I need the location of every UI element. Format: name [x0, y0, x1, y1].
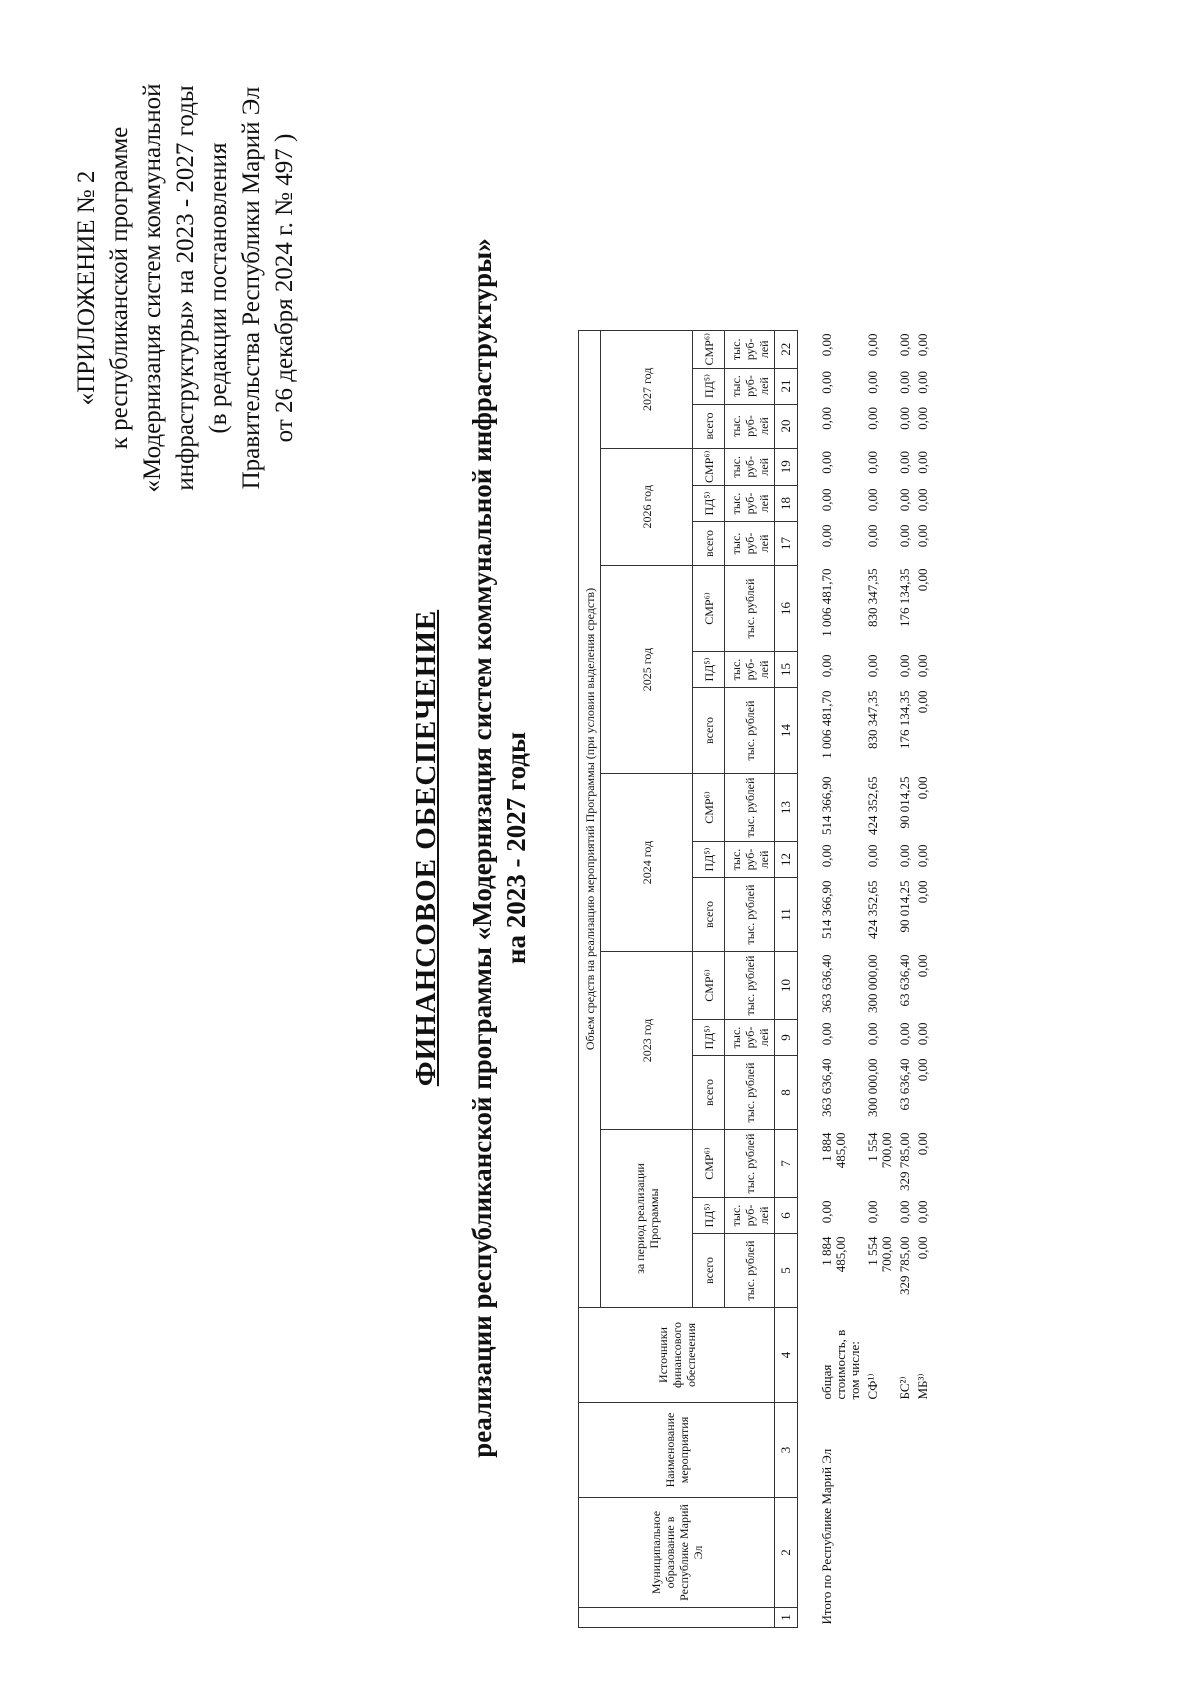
row-label-empty — [864, 1403, 896, 1628]
column-number: 2 — [775, 1498, 798, 1608]
column-number: 11 — [775, 878, 798, 952]
header-total: всего — [693, 522, 725, 566]
value-cell: 329 785,00 — [897, 1132, 912, 1191]
header-smr: СМР⁶⁾ — [693, 1130, 725, 1198]
value-cell: 0,00 — [897, 654, 912, 678]
column-number: 17 — [775, 522, 798, 566]
appendix-block — [70, 68, 301, 508]
value-cell: 0,00 — [915, 654, 930, 678]
unit-cell: тыс. рублей — [725, 566, 775, 652]
value-cell: 0,00 — [865, 333, 880, 357]
value-cell: 0,00 — [915, 524, 930, 548]
unit-cell: тыс. руб- лей — [725, 368, 775, 404]
table-row — [864, 331, 896, 1628]
value-cell: 0,00 — [915, 371, 930, 394]
column-number: 14 — [775, 688, 798, 774]
unit-cell: тыс. руб- лей — [725, 842, 775, 878]
row-label: Итого по Республике Марий Эл — [819, 1448, 834, 1625]
value-cell: 1 006 481,70 — [819, 568, 834, 637]
column-number: 16 — [775, 566, 798, 652]
unit-cell: тыс. руб- лей — [725, 1020, 775, 1056]
header-volume: Объем средств на реализацию мероприятий Программы (при условии выделения средств) — [579, 331, 601, 1308]
column-number: 10 — [775, 952, 798, 1020]
unit-cell: тыс. руб- лей — [725, 1198, 775, 1234]
column-number: 18 — [775, 486, 798, 522]
header-pd: ПД⁵⁾ — [693, 1198, 725, 1234]
unit-cell: тыс. руб- лей — [725, 448, 775, 485]
header-total: всего — [693, 688, 725, 774]
value-cell: 0,00 — [865, 371, 880, 394]
header-smr: СМР⁶⁾ — [693, 331, 725, 368]
value-cell: 1 554 700,00 — [865, 1236, 894, 1273]
value-cell: 0,00 — [865, 844, 880, 868]
header-year-2027: 2027 год — [601, 331, 693, 448]
value-cell: 1 554 700,00 — [865, 1132, 894, 1169]
appendix-line: «Модернизация систем коммунальной — [139, 83, 166, 493]
row-label-empty — [896, 1403, 914, 1628]
value-cell: 0,00 — [915, 954, 930, 978]
column-number: 20 — [775, 404, 798, 448]
header-smr: СМР⁶⁾ — [693, 774, 725, 842]
value-cell: 0,00 — [915, 690, 930, 714]
header-year-2023: 2023 год — [601, 952, 693, 1130]
column-number: 4 — [775, 1308, 798, 1403]
value-cell: 0,00 — [915, 451, 930, 474]
value-cell: 90 014,25 — [897, 880, 912, 933]
value-cell: 0,00 — [897, 407, 912, 430]
source-cell: СФ¹⁾ — [865, 1373, 880, 1400]
unit-cell: тыс. рублей — [725, 1056, 775, 1130]
value-cell: 329 785,00 — [897, 1236, 912, 1295]
value-cell: 0,00 — [915, 1022, 930, 1046]
header-blank — [579, 1608, 775, 1628]
value-cell: 0,00 — [897, 524, 912, 548]
unit-cell: тыс. рублей — [725, 952, 775, 1020]
value-cell: 0,00 — [819, 333, 834, 357]
appendix-line: от 26 декабря 2024 г. № 497 ) — [271, 133, 298, 443]
header-smr: СМР⁶⁾ — [693, 952, 725, 1020]
subtitle-line: на 2023 - 2027 годы — [501, 731, 531, 965]
column-number: 21 — [775, 368, 798, 404]
header-sources: Источники финансового обеспечения — [579, 1308, 775, 1403]
table-row — [914, 331, 932, 1628]
column-number: 3 — [775, 1403, 798, 1498]
value-cell: 0,00 — [819, 524, 834, 548]
header-pd: ПД⁵⁾ — [693, 652, 725, 688]
value-cell: 363 636,40 — [819, 1058, 834, 1117]
header-total: всего — [693, 1234, 725, 1308]
appendix-line: (в редакции постановления — [205, 142, 232, 434]
value-cell: 0,00 — [897, 451, 912, 474]
value-cell: 1 884 485,00 — [819, 1132, 848, 1169]
column-number: 5 — [775, 1234, 798, 1308]
header-total: всего — [693, 404, 725, 448]
unit-cell: тыс. руб- лей — [725, 331, 775, 368]
row-label-empty — [914, 1403, 932, 1628]
value-cell: 0,00 — [865, 407, 880, 430]
header-period: за период реализации Программы — [601, 1130, 693, 1308]
value-cell: 514 366,90 — [819, 880, 834, 939]
value-cell: 363 636,40 — [819, 954, 834, 1013]
column-number: 22 — [775, 331, 798, 368]
source-cell: общая стоимость, в том числе: — [819, 1329, 862, 1400]
value-cell: 0,00 — [819, 451, 834, 474]
unit-cell: тыс. рублей — [725, 774, 775, 842]
table-row — [896, 331, 914, 1628]
value-cell: 0,00 — [819, 1022, 834, 1046]
value-cell: 0,00 — [915, 776, 930, 800]
value-cell: 0,00 — [897, 371, 912, 394]
value-cell: 0,00 — [915, 880, 930, 904]
value-cell: 0,00 — [915, 407, 930, 430]
subtitle-line: реализации республиканской программы «Модернизация систем коммунальной инфраструктуры» — [467, 238, 497, 1458]
unit-cell: тыс. руб- лей — [725, 652, 775, 688]
header-event: Наименование мероприятия — [579, 1403, 775, 1498]
value-cell: 0,00 — [915, 333, 930, 357]
header-pd: ПД⁵⁾ — [693, 1020, 725, 1056]
value-cell: 0,00 — [897, 333, 912, 357]
document-title: ФИНАНСОВОЕ ОБЕСПЕЧЕНИЕ — [410, 609, 442, 1087]
value-cell: 0,00 — [819, 371, 834, 394]
value-cell: 0,00 — [915, 1200, 930, 1224]
header-pd: ПД⁵⁾ — [693, 368, 725, 404]
value-cell: 63 636,40 — [897, 1058, 912, 1111]
column-number: 7 — [775, 1130, 798, 1198]
value-cell: 830 347,35 — [865, 690, 880, 749]
value-cell: 0,00 — [819, 1200, 834, 1224]
value-cell: 0,00 — [819, 844, 834, 868]
value-cell: 300 000,00 — [865, 954, 880, 1013]
value-cell: 0,00 — [897, 1200, 912, 1224]
appendix-line: «ПРИЛОЖЕНИЕ № 2 — [73, 170, 100, 406]
value-cell: 830 347,35 — [865, 568, 880, 627]
header-year-2024: 2024 год — [601, 774, 693, 952]
value-cell: 424 352,65 — [865, 880, 880, 939]
header-smr: СМР⁶⁾ — [693, 566, 725, 652]
value-cell: 63 636,40 — [897, 954, 912, 1007]
value-cell: 0,00 — [915, 1132, 930, 1156]
column-number: 19 — [775, 448, 798, 485]
appendix-line: Правительства Республики Марий Эл — [238, 86, 265, 490]
value-cell: 514 366,90 — [819, 776, 834, 835]
source-cell: МБ³⁾ — [915, 1373, 930, 1400]
unit-cell: тыс. рублей — [725, 1234, 775, 1308]
value-cell: 0,00 — [897, 1022, 912, 1046]
document-page — [30, 28, 1150, 1668]
column-number: 9 — [775, 1020, 798, 1056]
value-cell: 176 134,35 — [897, 568, 912, 627]
value-cell: 0,00 — [865, 1200, 880, 1224]
unit-cell: тыс. рублей — [725, 878, 775, 952]
value-cell: 0,00 — [865, 654, 880, 678]
value-cell: 0,00 — [819, 407, 834, 430]
appendix-line: инфраструктуры» на 2023 - 2027 годы — [172, 85, 199, 491]
header-total: всего — [693, 1056, 725, 1130]
header-year-2025: 2025 год — [601, 566, 693, 774]
column-number: 6 — [775, 1198, 798, 1234]
column-number: 12 — [775, 842, 798, 878]
value-cell: 424 352,65 — [865, 776, 880, 835]
value-cell: 0,00 — [915, 488, 930, 512]
header-year-2026: 2026 год — [601, 448, 693, 565]
value-cell: 0,00 — [915, 1236, 930, 1260]
unit-cell: тыс. руб- лей — [725, 522, 775, 566]
value-cell: 176 134,35 — [897, 690, 912, 749]
finance-table — [578, 330, 932, 1628]
value-cell: 1 006 481,70 — [819, 690, 834, 759]
value-cell: 0,00 — [897, 488, 912, 512]
value-cell: 300 000,00 — [865, 1058, 880, 1117]
unit-cell: тыс. рублей — [725, 688, 775, 774]
value-cell: 0,00 — [915, 1058, 930, 1082]
column-number-row — [775, 331, 798, 1628]
unit-cell: тыс. руб- лей — [725, 486, 775, 522]
value-cell: 90 014,25 — [897, 776, 912, 829]
value-cell: 0,00 — [865, 451, 880, 474]
document-subtitle — [465, 28, 533, 1668]
header-municipality: Муниципальное образование в Республике Марий Эл — [579, 1498, 775, 1608]
header-total: всего — [693, 878, 725, 952]
value-cell: 0,00 — [819, 488, 834, 512]
value-cell: 0,00 — [915, 568, 930, 592]
unit-cell: тыс. руб- лей — [725, 404, 775, 448]
appendix-line: к республиканской программе — [106, 126, 133, 450]
value-cell: 0,00 — [897, 844, 912, 868]
value-cell: 1 884 485,00 — [819, 1236, 848, 1273]
data-rows — [818, 331, 932, 1628]
value-cell: 0,00 — [915, 844, 930, 868]
column-number: 8 — [775, 1056, 798, 1130]
value-cell: 0,00 — [865, 488, 880, 512]
table-row — [818, 331, 864, 1628]
column-number: 1 — [775, 1608, 798, 1628]
header-smr: СМР⁶⁾ — [693, 448, 725, 485]
value-cell: 0,00 — [865, 1022, 880, 1046]
header-pd: ПД⁵⁾ — [693, 486, 725, 522]
unit-cell: тыс. рублей — [725, 1130, 775, 1198]
source-cell: БС²⁾ — [897, 1376, 912, 1400]
header-pd: ПД⁵⁾ — [693, 842, 725, 878]
value-cell: 0,00 — [865, 524, 880, 548]
column-number: 13 — [775, 774, 798, 842]
value-cell: 0,00 — [819, 654, 834, 678]
column-number: 15 — [775, 652, 798, 688]
